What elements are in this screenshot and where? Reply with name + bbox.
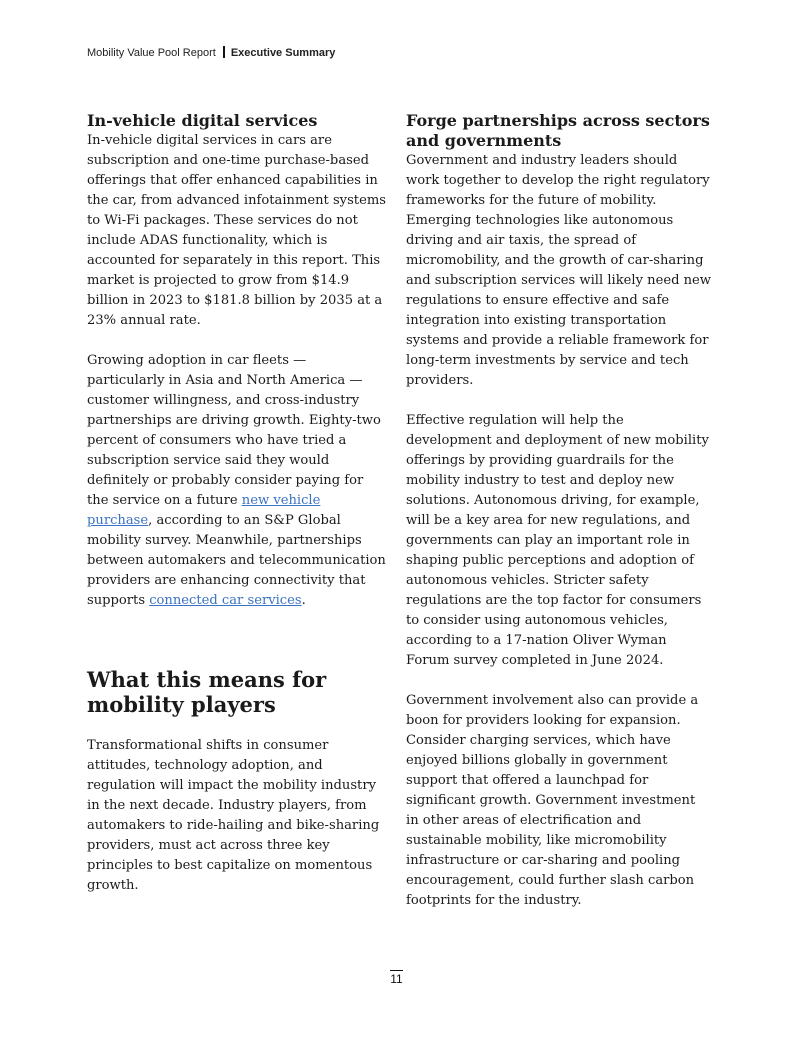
paragraph-government-industry: Government and industry leaders should work together to develop the right regulatory frameworks for the future of mobility. Emerging technologies like autonomous driving and air taxis, the spread of micromobility, and the growth of car-sharing and subscription services will likely need new regulations to ensure effective and safe integration into existing transportation systems and provide a reliable framework for long-term investments by service and tech providers.	[406, 153, 712, 388]
heading-forge-partnerships: Forge partnerships across sectors and governments	[406, 111, 710, 150]
heading-in-vehicle-digital-services: In-vehicle digital services	[87, 111, 318, 130]
page-number: 11	[390, 972, 403, 986]
heading-what-this-means: What this means for mobility players	[87, 667, 327, 717]
link-connected-car-services[interactable]: connected car services	[149, 593, 302, 608]
running-header	[87, 46, 335, 59]
section-title: Executive Summary	[230, 47, 336, 59]
paragraph-growing-adoption-text-1: Growing adoption in car fleets — particularly in Asia and North America — customer willingness, and cross-industry partnerships are driving growth. Eighty-two percent of consumers who have tried a subscription service said they would definitely or probably consider paying for the service on a future	[87, 353, 381, 508]
paragraph-growing-adoption-text-3: .	[301, 593, 306, 608]
right-column	[406, 111, 711, 911]
paragraph-government-involvement: Government involvement also can provide a boon for providers looking for expansion. Consider charging services, which have enjoyed billions globally in government support that offered a launchpad for significant growth. Government investment in other areas of electrification and sustainable mobility, like micromobility infrastructure or car-sharing and pooling encouragement, could further slash carbon footprints for the industry.	[406, 693, 699, 908]
paragraph-transformational-shifts: Transformational shifts in consumer attitudes, technology adoption, and regulation will impact the mobility industry in the next decade. Industry players, from automakers to ride-hailing and bike-sharing providers, must act across three key principles to best capitalize on momentous growth.	[87, 738, 380, 893]
header-divider	[223, 46, 225, 58]
link-new-vehicle-purchase[interactable]: new vehicle purchase	[87, 493, 321, 528]
report-title: Mobility Value Pool Report	[87, 47, 216, 59]
paragraph-growing-adoption	[87, 351, 387, 611]
paragraph-in-vehicle-intro: In-vehicle digital services in cars are subscription and one-time purchase-based offerings that offer enhanced capabilities in the car, from advanced infotainment systems to Wi-Fi packages. These services do not include ADAS functionality, which is accounted for separately in this report. This market is projected to grow from $14.9 billion in 2023 to $181.8 billion by 2035 at a 23% annual rate.	[87, 133, 386, 328]
paragraph-growing-adoption-text-2: , according to an S&P Global mobility survey. Meanwhile, partnerships between automakers and telecommunication providers are enhancing connectivity that supports	[87, 513, 386, 608]
left-column	[87, 111, 387, 896]
paragraph-effective-regulation: Effective regulation will help the development and deployment of new mobility offerings by providing guardrails for the mobility industry to test and deploy new solutions. Autonomous driving, for example, will be a key area for new regulations, and governments can play an important role in shaping public perceptions and adoption of autonomous vehicles. Stricter safety regulations are the top factor for consumers to consider using autonomous vehicles, according to a 17-nation Oliver Wyman Forum survey completed in June 2024.	[406, 413, 709, 668]
